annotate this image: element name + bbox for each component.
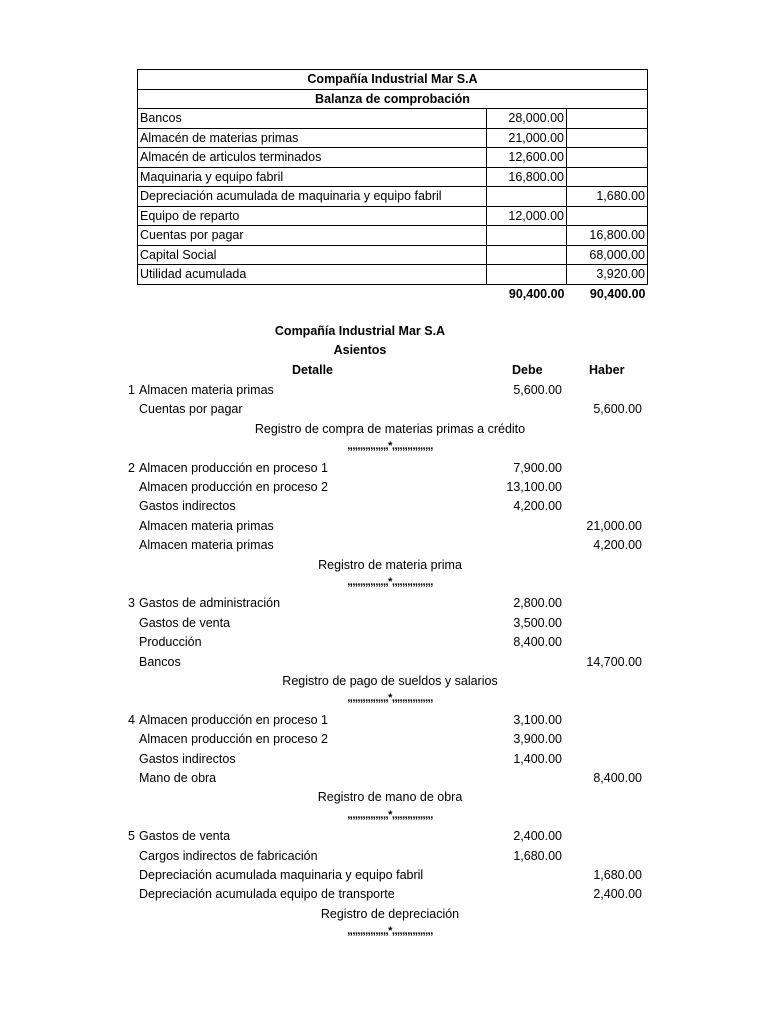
balance-debe xyxy=(487,265,567,285)
entry-debe: 13,100.00 xyxy=(506,480,562,494)
entry-number: 1 xyxy=(128,383,135,397)
entry-account: Bancos xyxy=(139,654,181,669)
balance-haber xyxy=(567,206,648,226)
balance-haber xyxy=(567,148,648,168)
entry-number: 3 xyxy=(128,596,135,611)
balance-debe: 21,000.00 xyxy=(487,128,567,148)
journal-title: Asientos xyxy=(333,343,387,357)
balance-company: Compañía Industrial Mar S.A xyxy=(138,70,648,90)
entry-debe: 3,500.00 xyxy=(513,615,562,630)
balance-debe xyxy=(487,187,567,207)
entry-haber: 21,000.00 xyxy=(586,518,642,533)
entry-debe: 3,100.00 xyxy=(513,712,562,727)
entry-account: Gastos indirectos xyxy=(139,499,236,514)
entry-account: Almacen producción en proceso 1 xyxy=(139,712,329,727)
entry-haber: 8,400.00 xyxy=(593,771,642,785)
entry-separator: ,,,,,,,,,,,,,,,,*,,,,,,,,,,,,,,,, xyxy=(347,440,433,453)
balance-account: Almacén de articulos terminados xyxy=(138,148,487,168)
balance-debe xyxy=(487,226,567,246)
entry-debe: 4,200.00 xyxy=(513,499,562,514)
entry-number: 5 xyxy=(128,829,135,844)
entry-description: Registro de pago de sueldos y salarios xyxy=(282,674,498,688)
balance-totals-spacer xyxy=(138,284,487,303)
entry-haber: 5,600.00 xyxy=(593,402,642,417)
entry-separator: ,,,,,,,,,,,,,,,,*,,,,,,,,,,,,,,,, xyxy=(347,808,433,821)
entry-account: Gastos de venta xyxy=(139,829,231,844)
balance-account: Almacén de materias primas xyxy=(138,128,487,148)
balance-debe: 12,000.00 xyxy=(487,206,567,226)
balance-row xyxy=(138,245,648,265)
balance-haber: 16,800.00 xyxy=(567,226,648,246)
balance-haber: 1,680.00 xyxy=(567,187,648,207)
balance-row xyxy=(138,187,648,207)
balance-debe: 16,800.00 xyxy=(487,167,567,187)
balance-row xyxy=(138,109,648,129)
entry-description: Registro de compra de materias primas a crédito xyxy=(254,421,526,436)
entry-account: Cuentas por pagar xyxy=(139,402,243,417)
entry-separator: ,,,,,,,,,,,,,,,,*,,,,,,,,,,,,,,,, xyxy=(347,692,433,705)
balance-total-debe: 90,400.00 xyxy=(508,286,565,301)
entry-number: 4 xyxy=(128,712,135,727)
entry-account: Depreciación acumulada maquinaria y equipo fabril xyxy=(139,868,424,882)
entry-account: Mano de obra xyxy=(139,771,217,785)
balance-haber xyxy=(567,128,648,148)
entry-debe: 7,900.00 xyxy=(513,460,562,475)
entry-separator: ,,,,,,,,,,,,,,,,*,,,,,,,,,,,,,,,, xyxy=(347,576,433,588)
balance-total-haber: 90,400.00 xyxy=(589,286,646,301)
entry-account: Almacen materia primas xyxy=(139,518,274,533)
balance-title: Balanza de comprobación xyxy=(138,89,648,109)
balance-row xyxy=(138,206,648,226)
col-haber-header: Haber xyxy=(589,363,625,377)
entry-account: Gastos de administración xyxy=(139,596,281,611)
balance-row xyxy=(138,148,648,168)
entry-debe: 5,600.00 xyxy=(513,383,562,397)
col-debe-header: Debe xyxy=(512,363,543,377)
balance-account: Equipo de reparto xyxy=(138,206,487,226)
balance-haber: 68,000.00 xyxy=(567,245,648,265)
entry-account: Almacen materia primas xyxy=(139,538,274,553)
entry-debe: 1,680.00 xyxy=(513,848,562,863)
entry-debe: 1,400.00 xyxy=(513,751,562,766)
entry-account: Depreciación acumulada equipo de transporte xyxy=(139,887,395,902)
balance-row xyxy=(138,226,648,246)
balance-row xyxy=(138,265,648,285)
balance-account: Cuentas por pagar xyxy=(138,226,487,246)
balance-totals-row xyxy=(138,284,648,303)
balance-haber: 3,920.00 xyxy=(567,265,648,285)
balance-table xyxy=(137,69,648,303)
entry-account: Gastos de venta xyxy=(139,615,231,630)
balance-account: Depreciación acumulada de maquinaria y equipo fabril xyxy=(138,187,487,207)
balance-debe xyxy=(487,245,567,265)
entry-debe: 2,400.00 xyxy=(513,829,562,844)
balance-haber xyxy=(567,109,648,129)
entry-haber: 4,200.00 xyxy=(593,538,642,553)
entry-debe: 8,400.00 xyxy=(513,635,562,650)
entry-account: Almacen materia primas xyxy=(139,383,274,397)
balance-row xyxy=(138,167,648,187)
balance-account: Capital Social xyxy=(138,245,487,265)
entry-description: Registro de mano de obra xyxy=(317,790,463,805)
balance-account: Maquinaria y equipo fabril xyxy=(138,167,487,187)
entry-account: Almacen producción en proceso 2 xyxy=(139,732,329,747)
entry-haber: 2,400.00 xyxy=(593,887,642,902)
balance-debe: 28,000.00 xyxy=(487,109,567,129)
entry-account: Almacen producción en proceso 1 xyxy=(139,460,329,475)
entry-account: Producción xyxy=(139,635,202,650)
balance-row xyxy=(138,128,648,148)
journal-company: Compañía Industrial Mar S.A xyxy=(274,324,446,338)
entry-haber: 1,680.00 xyxy=(593,868,642,882)
entry-separator: ,,,,,,,,,,,,,,,,*,,,,,,,,,,,,,,,, xyxy=(347,925,433,938)
entry-account: Cargos indirectos de fabricación xyxy=(139,848,318,863)
entry-description: Registro de materia prima xyxy=(318,557,462,572)
entry-debe: 2,800.00 xyxy=(513,596,562,611)
entry-haber: 14,700.00 xyxy=(586,654,642,669)
balance-debe: 12,600.00 xyxy=(487,148,567,168)
entry-debe: 3,900.00 xyxy=(513,732,562,747)
entry-description: Registro de depreciación xyxy=(320,906,460,921)
entry-account: Gastos indirectos xyxy=(139,751,236,766)
balance-haber xyxy=(567,167,648,187)
col-detalle-header: Detalle xyxy=(292,363,333,377)
balance-account: Utilidad acumulada xyxy=(138,265,487,285)
entry-account: Almacen producción en proceso 2 xyxy=(139,480,329,494)
balance-account: Bancos xyxy=(138,109,487,129)
entry-number: 2 xyxy=(128,460,135,475)
